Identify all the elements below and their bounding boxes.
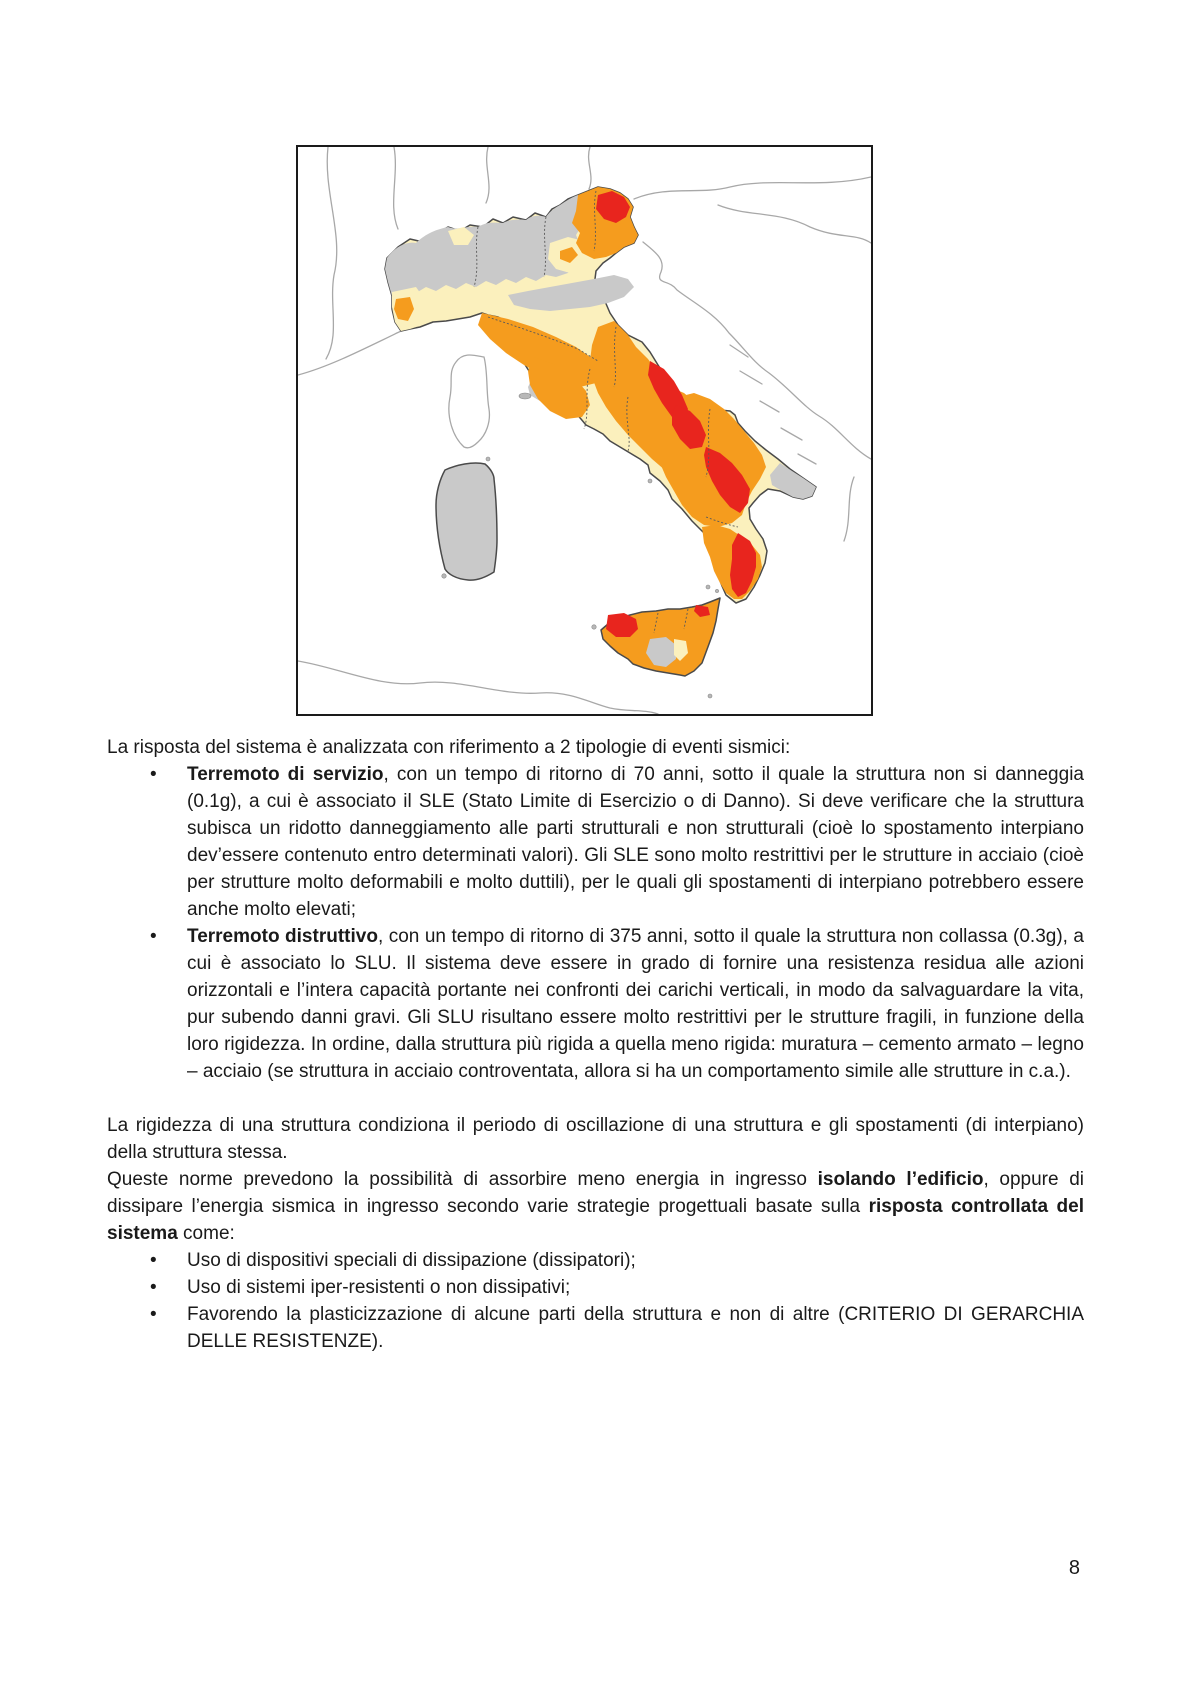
bullet2-body: , con un tempo di ritorno di 375 anni, sotto il quale la struttura non collassa (0.3g), a cui è associato lo SLU. Il sistema deve essere in grado di fornire una resistenza residua alle azioni orizzontali e l’intera capacità portante nei confronti dei carichi verticali, in modo da salvaguardare la vita, pur subendo danni gravi. Gli SLU risultano essere molto restrittivi per le strutture fragili, in funzione della loro rigidezza. In ordine, dalla struttura più rigida a quella meno rigida: muratura – cemento armato – legno – acciaio (se struttura in acciaio controventata, allora si ha un comportamento simile alle strutture in c.a.). [187,926,1084,1082]
strategies-post: come: [177,1223,235,1244]
body-text [107,734,1084,1355]
italy-seismic-hazard-map [298,147,871,714]
strategy-item-2: Uso di sistemi iper-resistenti o non dissipativi; [187,1277,571,1298]
sardinia-gray [436,463,497,580]
strategy-item-1: Uso di dispositivi speciali di dissipazione (dissipatori); [187,1250,636,1271]
strategies-list [107,1247,1084,1355]
strategies-bold-risposta: risposta controllata del sistema [107,1196,1084,1244]
strategy-item-3: Favorendo la plasticizzazione di alcune parti della struttura e non di altre (CRITERIO DI GERARCHIA DELLE RESISTENZE). [187,1304,1084,1352]
strategies-pre: Queste norme prevedono la possibilità di assorbire meno energia in ingresso [107,1169,818,1190]
stiffness-paragraph [107,1112,1084,1166]
list-item [187,1301,1084,1355]
bullet1-body: , con un tempo di ritorno di 70 anni, sotto il quale la struttura non si danneggia (0.1g), a cui è associato il SLE (Stato Limite di Esercizio o di Danno). Si deve verificare che la struttura subisca un ridotto danneggiamento alle parti strutturali e non strutturali (cioè lo spostamento interpiano dev’essere contenuto entro determinati valori). Gli SLE sono molto restrittivi per le strutture in acciaio (cioè per strutture molto deformabili e molto duttili), per le quali gli spostamenti di interpiano potrebbero essere anche molto elevati; [187,764,1084,920]
stiffness-text: La rigidezza di una struttura condiziona il periodo di oscillazione di una struttura e gli spostamenti (di interpiano) della struttura stessa. [107,1115,1084,1163]
list-item [187,761,1084,923]
figure-map-frame [296,145,873,716]
strategies-paragraph [107,1166,1084,1247]
paragraph-gap [107,1085,1084,1112]
bullet2-lead: Terremoto distruttivo [187,926,378,947]
intro-paragraph [107,734,1084,761]
strategies-bold-isolando: isolando l’edificio [817,1169,984,1190]
intro-text: La risposta del sistema è analizzata con riferimento a 2 tipologie di eventi sismici: [107,737,791,758]
list-item [187,923,1084,1085]
list-item [187,1247,1084,1274]
event-types-list [107,761,1084,1085]
corsica-outline [449,355,490,448]
bullet1-lead: Terremoto di servizio [187,764,384,785]
strategies-mid: , oppure di dissipare l’energia sismica in ingresso secondo varie strategie progettuali basate sulla [107,1169,1084,1217]
list-item [187,1274,1084,1301]
page-number: 8 [1068,1557,1080,1579]
